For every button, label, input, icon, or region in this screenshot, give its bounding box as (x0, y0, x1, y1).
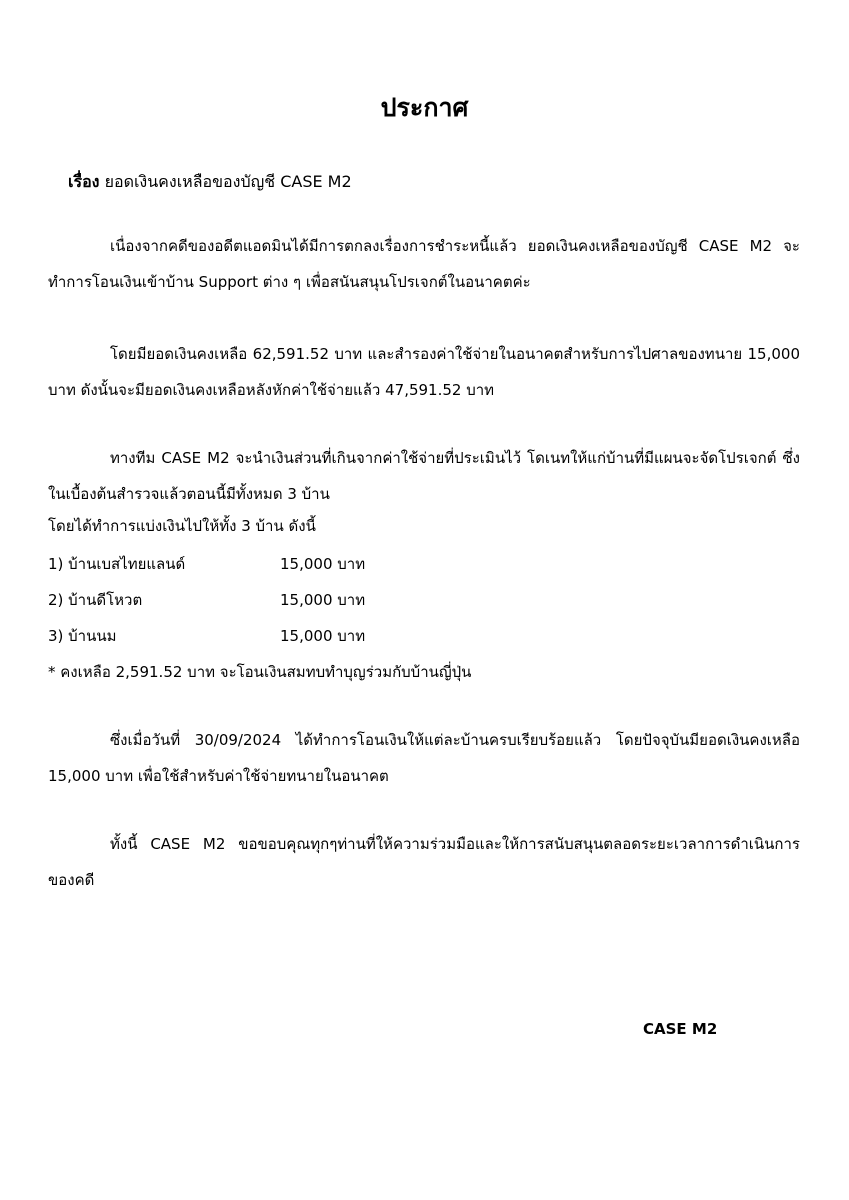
paragraph-donation (48, 440, 800, 512)
paragraph-thanks-text: ทั้งนี้ CASE M2 ขอขอบคุณทุกๆท่านที่ให้ความร่วมมือและให้การสนับสนุนตลอดระยะเวลาการดำเนินการของคดี (48, 835, 800, 889)
subject-label: เรื่อง (68, 172, 100, 191)
paragraph-donation-text: ทางทีม CASE M2 จะนำเงินส่วนที่เกินจากค่าใช้จ่ายที่ประเมินไว้ โดเนทให้แก่บ้านที่มีแผนจะจัดโปรเจกต์ ซึ่งในเบื้องต้นสำรวจแล้วตอนนี้มีทั้งหมด 3 บ้าน (48, 449, 800, 503)
paragraph-balance (48, 336, 800, 408)
subject-text: ยอดเงินคงเหลือของบัญชี CASE M2 (104, 172, 352, 191)
allocation-amount: 15,000 บาท (280, 591, 366, 609)
allocation-intro: โดยได้ทำการแบ่งเงินไปให้ทั้ง 3 บ้าน ดังนี้ (48, 517, 316, 535)
subject-line (68, 170, 352, 194)
paragraph-intro-text: เนื่องจากคดีของอดีตแอดมินได้มีการตกลงเรื่องการชำระหนี้แล้ว ยอดเงินคงเหลือของบัญชี CASE M2 จะทำการโอนเงินเข้าบ้าน Support ต่าง ๆ เพื่อสนันสนุนโปรเจกต์ในอนาคตค่ะ (48, 237, 800, 291)
allocation-amount: 15,000 บาท (280, 627, 366, 645)
signature: CASE M2 (643, 1020, 718, 1038)
page-title: ประกาศ (380, 93, 469, 122)
paragraph-transfer (48, 722, 800, 794)
allocation-row (48, 618, 448, 654)
paragraph-balance-text: โดยมียอดเงินคงเหลือ 62,591.52 บาท และสำรองค่าใช้จ่ายในอนาคตสำหรับการไปศาลของทนาย 15,000 บาท ดังนั้นจะมียอดเงินคงเหลือหลังหักค่าใช้จ่ายแล้ว 47,591.52 บาท (48, 345, 800, 399)
paragraph-thanks (48, 826, 800, 898)
remainder-note: * คงเหลือ 2,591.52 บาท จะโอนเงินสมทบทำบุญร่วมกับบ้านญี่ปุ่น (48, 663, 472, 681)
allocation-row (48, 582, 448, 618)
allocation-name: 1) บ้านเบสไทยแลนด์ (48, 555, 186, 573)
allocation-name: 2) บ้านดีโหวต (48, 591, 143, 609)
allocation-name: 3) บ้านนม (48, 627, 117, 645)
allocation-row (48, 546, 448, 582)
allocation-amount: 15,000 บาท (280, 555, 366, 573)
paragraph-transfer-text: ซึ่งเมื่อวันที่ 30/09/2024 ได้ทำการโอนเงินให้แต่ละบ้านครบเรียบร้อยแล้ว โดยปัจจุบันมียอดเงินคงเหลือ 15,000 บาท เพื่อใช้สำหรับค่าใช้จ่ายทนายในอนาคต (48, 731, 800, 785)
paragraph-intro (48, 228, 800, 300)
